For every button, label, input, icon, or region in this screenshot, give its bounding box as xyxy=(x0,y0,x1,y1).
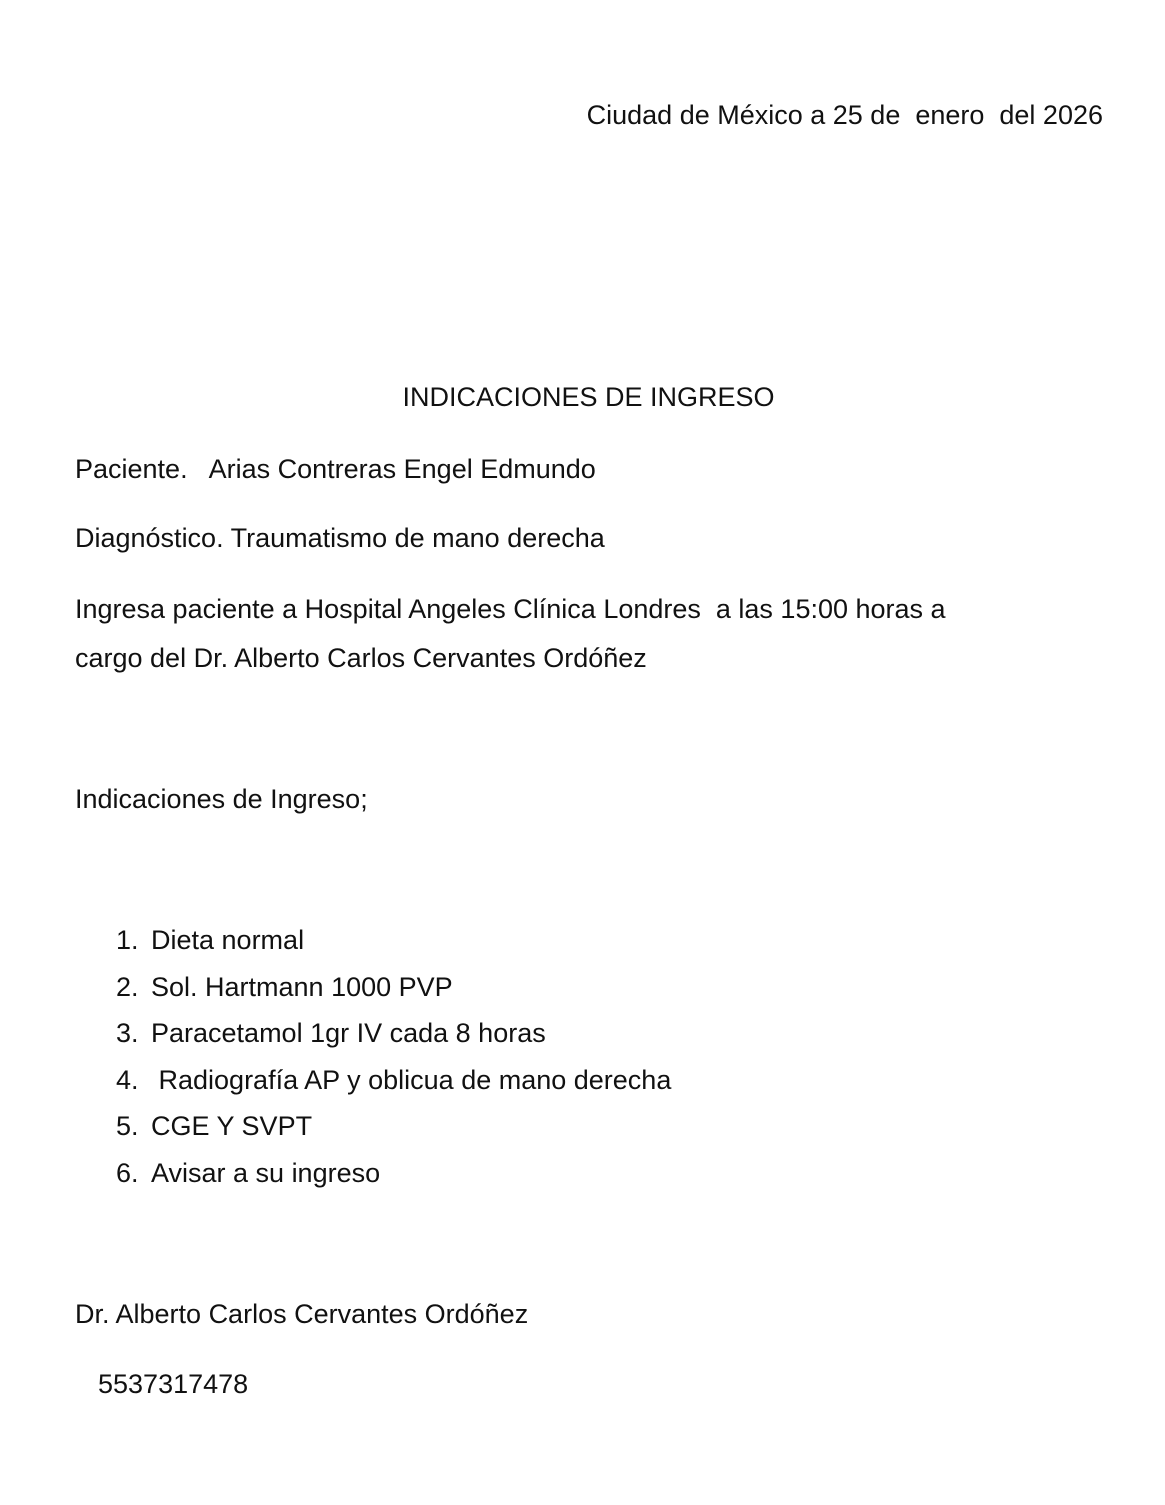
phone-number: 5537317478 xyxy=(98,1369,249,1399)
list-item-number: 3. xyxy=(116,1018,139,1048)
list-item-number: 1. xyxy=(116,925,139,955)
list-item xyxy=(116,1107,671,1154)
list-item-number: 4. xyxy=(116,1064,139,1095)
date-line: Ciudad de México a 25 de enero del 2026 xyxy=(586,100,1103,130)
list-item-text: Avisar a su ingreso xyxy=(151,1157,381,1188)
diagnosis-line: Diagnóstico. Traumatismo de mano derecha xyxy=(75,523,605,553)
instructions-heading: Indicaciones de Ingreso; xyxy=(75,784,368,814)
list-item-number: 6. xyxy=(116,1157,139,1188)
list-item xyxy=(116,921,671,968)
list-item xyxy=(116,1014,671,1061)
list-item-text: Paracetamol 1gr IV cada 8 horas xyxy=(151,1018,546,1048)
list-item-text: CGE Y SVPT xyxy=(151,1111,313,1141)
list-item-text: Sol. Hartmann 1000 PVP xyxy=(151,971,453,1002)
admission-line-1: Ingresa paciente a Hospital Angeles Clínica Londres a las 15:00 horas a xyxy=(75,594,946,624)
list-item-number: 5. xyxy=(116,1111,139,1141)
instructions-list xyxy=(116,921,671,1200)
list-item-number: 2. xyxy=(116,971,139,1002)
list-item xyxy=(116,1061,671,1108)
document-title: INDICACIONES DE INGRESO xyxy=(402,382,775,412)
admission-line-2: cargo del Dr. Alberto Carlos Cervantes Ordóñez xyxy=(75,643,647,673)
list-item xyxy=(116,968,671,1015)
list-item xyxy=(116,1154,671,1201)
patient-line: Paciente. Arias Contreras Engel Edmundo xyxy=(75,454,596,484)
list-item-text: Radiografía AP y oblicua de mano derecha xyxy=(151,1064,672,1095)
list-item-text: Dieta normal xyxy=(151,925,305,955)
doctor-name: Dr. Alberto Carlos Cervantes Ordóñez xyxy=(75,1299,529,1329)
